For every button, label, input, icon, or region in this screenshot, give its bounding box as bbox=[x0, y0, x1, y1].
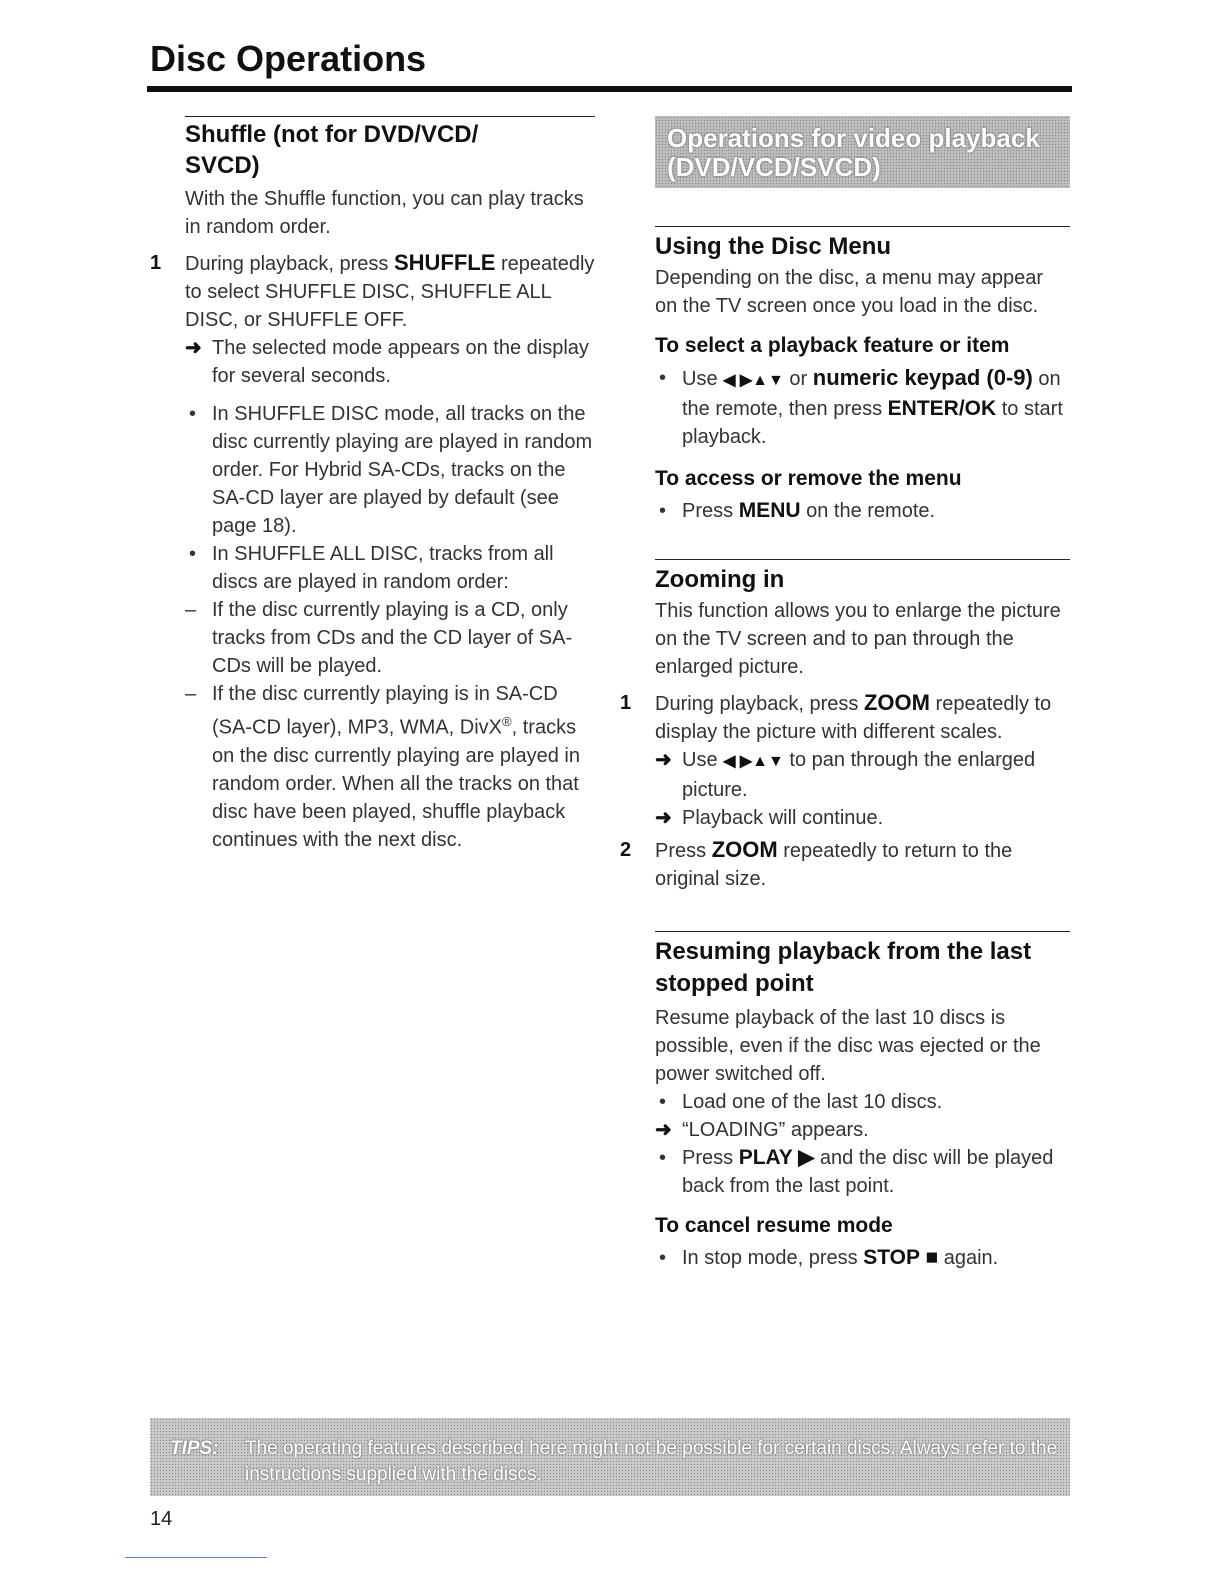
disc-menu-heading: Using the Disc Menu bbox=[655, 233, 892, 260]
section-rule bbox=[655, 559, 1070, 560]
dash-text-post: , tracks on the disc currently playing are played in random order. When all the tracks on that disc have been played, shuffle playback continues with the next disc. bbox=[212, 716, 580, 851]
arrow-text-post: to pan through the enlarged picture. bbox=[682, 749, 1036, 801]
shuffle-step-1 bbox=[150, 249, 595, 334]
shuffle-bullet-1 bbox=[185, 400, 595, 540]
step-text-post: repeatedly to select SHUFFLE DISC, SHUFFLE ALL DISC, or SHUFFLE OFF. bbox=[185, 253, 595, 331]
play-key: PLAY ▶ bbox=[738, 1146, 815, 1169]
step-text-post: repeatedly to display the picture with different scales. bbox=[655, 693, 1052, 743]
zoom-arrow-2 bbox=[655, 804, 1070, 832]
section-rule bbox=[655, 931, 1070, 932]
zoom-key: ZOOM bbox=[863, 690, 930, 715]
step-text: During playback, press bbox=[185, 253, 394, 275]
resume-arrow-1 bbox=[655, 1116, 1070, 1144]
resume-bullet-1 bbox=[655, 1088, 1070, 1116]
section-rule bbox=[655, 226, 1070, 227]
shuffle-heading-line1: Shuffle (not for DVD/VCD/ bbox=[185, 121, 479, 148]
zoom-intro: This function allows you to enlarge the picture on the TV screen and to pan through the enlarged picture. bbox=[655, 600, 1061, 678]
bullet-text: In SHUFFLE ALL DISC, tracks from all discs are played in random order: bbox=[212, 543, 554, 593]
zoom-heading: Zooming in bbox=[655, 566, 785, 593]
numeric-keypad-key: numeric keypad (0-9) bbox=[812, 365, 1033, 390]
page-title: Disc Operations bbox=[150, 38, 427, 79]
arrow-keys-icon: ◀ ▶▲▼ bbox=[723, 372, 784, 389]
bullet-text: In stop mode, press bbox=[682, 1247, 864, 1269]
step-number: 2 bbox=[620, 839, 632, 861]
step-number: 1 bbox=[150, 252, 162, 274]
bullet-text: Load one of the last 10 discs. bbox=[682, 1091, 943, 1113]
shuffle-dash-2 bbox=[185, 680, 595, 854]
zoom-step-1 bbox=[620, 689, 1070, 746]
shuffle-key: SHUFFLE bbox=[393, 250, 496, 275]
bullet-icon: • bbox=[189, 403, 197, 425]
bullet-text-mid: or bbox=[783, 368, 813, 390]
shuffle-heading-line2: SVCD) bbox=[185, 152, 260, 179]
access-menu-bullet bbox=[655, 497, 1070, 525]
select-feature-subheading: To select a playback feature or item bbox=[655, 334, 1010, 357]
bullet-text: Press bbox=[682, 500, 739, 522]
bullet-text-post: to start playback. bbox=[682, 398, 1063, 448]
arrow-icon: ➜ bbox=[655, 1119, 672, 1141]
dash-icon: – bbox=[185, 599, 197, 621]
step-text-post: repeatedly to return to the original size. bbox=[655, 840, 1013, 890]
bullet-text-post: again. bbox=[938, 1247, 999, 1269]
cancel-resume-subheading: To cancel resume mode bbox=[655, 1214, 893, 1237]
bullet-icon: • bbox=[659, 1091, 667, 1113]
resume-bullet-2 bbox=[655, 1144, 1070, 1200]
arrow-icon: ➜ bbox=[185, 337, 202, 359]
bullet-text: In SHUFFLE DISC mode, all tracks on the disc currently playing are played in random order. For Hybrid SA-CDs, tracks on the SA-CD layer are played by default (see page 18). bbox=[212, 403, 593, 537]
banner-line2: (DVD/VCD/SVCD) bbox=[667, 152, 881, 182]
stop-key: STOP ■ bbox=[863, 1246, 939, 1269]
left-column bbox=[150, 116, 595, 854]
footer-line bbox=[125, 1557, 267, 1558]
select-feature-bullet bbox=[655, 364, 1070, 451]
right-column bbox=[620, 116, 1070, 1272]
tips-box bbox=[150, 1418, 1070, 1496]
disc-menu-intro: Depending on the disc, a menu may appear on the TV screen once you load in the disc. bbox=[655, 267, 1044, 317]
arrow-text: Use bbox=[682, 749, 724, 771]
enter-ok-key: ENTER/OK bbox=[887, 397, 997, 420]
dash-text: If the disc currently playing is a CD, only tracks from CDs and the CD layer of SA-CDs will be played. bbox=[212, 599, 573, 677]
access-menu-subheading: To access or remove the menu bbox=[655, 467, 962, 490]
zoom-step-2 bbox=[620, 836, 1070, 893]
shuffle-arrow-note bbox=[185, 334, 595, 390]
bullet-icon: • bbox=[659, 500, 667, 522]
step-number: 1 bbox=[620, 692, 632, 714]
dash-text: If the disc currently playing is in SA-CD (SA-CD layer), MP3, WMA, DivX bbox=[212, 683, 558, 739]
bullet-text-post: and the disc will be played back from the last point. bbox=[682, 1147, 1054, 1197]
resume-heading: Resuming playback from the last stopped point bbox=[655, 938, 1032, 997]
tips-text: The operating features described here might not be possible for certain discs. Always refer to the instructions supplied with the discs. bbox=[245, 1438, 1058, 1485]
shuffle-intro: With the Shuffle function, you can play tracks in random order. bbox=[185, 188, 584, 238]
dash-icon: – bbox=[185, 683, 197, 705]
bullet-icon: • bbox=[189, 543, 197, 565]
arrow-text: Playback will continue. bbox=[682, 807, 884, 829]
shuffle-bullet-2 bbox=[185, 540, 595, 596]
bullet-icon: • bbox=[659, 1147, 667, 1169]
bullet-icon: • bbox=[659, 367, 667, 389]
arrow-icon: ➜ bbox=[655, 807, 672, 829]
bullet-text-mid2: on the remote, then press bbox=[682, 368, 1061, 420]
title-rule bbox=[147, 86, 1072, 92]
arrow-text: “LOADING” appears. bbox=[682, 1119, 869, 1141]
arrow-text: The selected mode appears on the display for several seconds. bbox=[212, 337, 589, 387]
bullet-icon: • bbox=[659, 1247, 667, 1269]
shuffle-dash-1 bbox=[185, 596, 595, 680]
registered-mark: ® bbox=[502, 714, 512, 729]
banner-line1: Operations for video playback bbox=[667, 123, 1040, 153]
zoom-key: ZOOM bbox=[711, 837, 778, 862]
cancel-resume-bullet bbox=[655, 1244, 1070, 1272]
section-rule bbox=[185, 116, 595, 117]
arrow-keys-icon: ◀ ▶▲▼ bbox=[723, 753, 784, 770]
zoom-arrow-1 bbox=[655, 746, 1070, 804]
page-number: 14 bbox=[150, 1508, 173, 1530]
bullet-text: Press bbox=[682, 1147, 739, 1169]
menu-key: MENU bbox=[738, 499, 801, 522]
step-text: During playback, press bbox=[655, 693, 864, 715]
video-operations-banner bbox=[655, 116, 1070, 188]
resume-intro: Resume playback of the last 10 discs is possible, even if the disc was ejected or the power switched off. bbox=[655, 1007, 1041, 1085]
bullet-text-post: on the remote. bbox=[800, 500, 936, 522]
step-text: Press bbox=[655, 840, 712, 862]
arrow-icon: ➜ bbox=[655, 749, 672, 771]
tips-label: TIPS: bbox=[170, 1438, 219, 1459]
shuffle-heading bbox=[185, 119, 595, 181]
bullet-text: Use bbox=[682, 368, 724, 390]
